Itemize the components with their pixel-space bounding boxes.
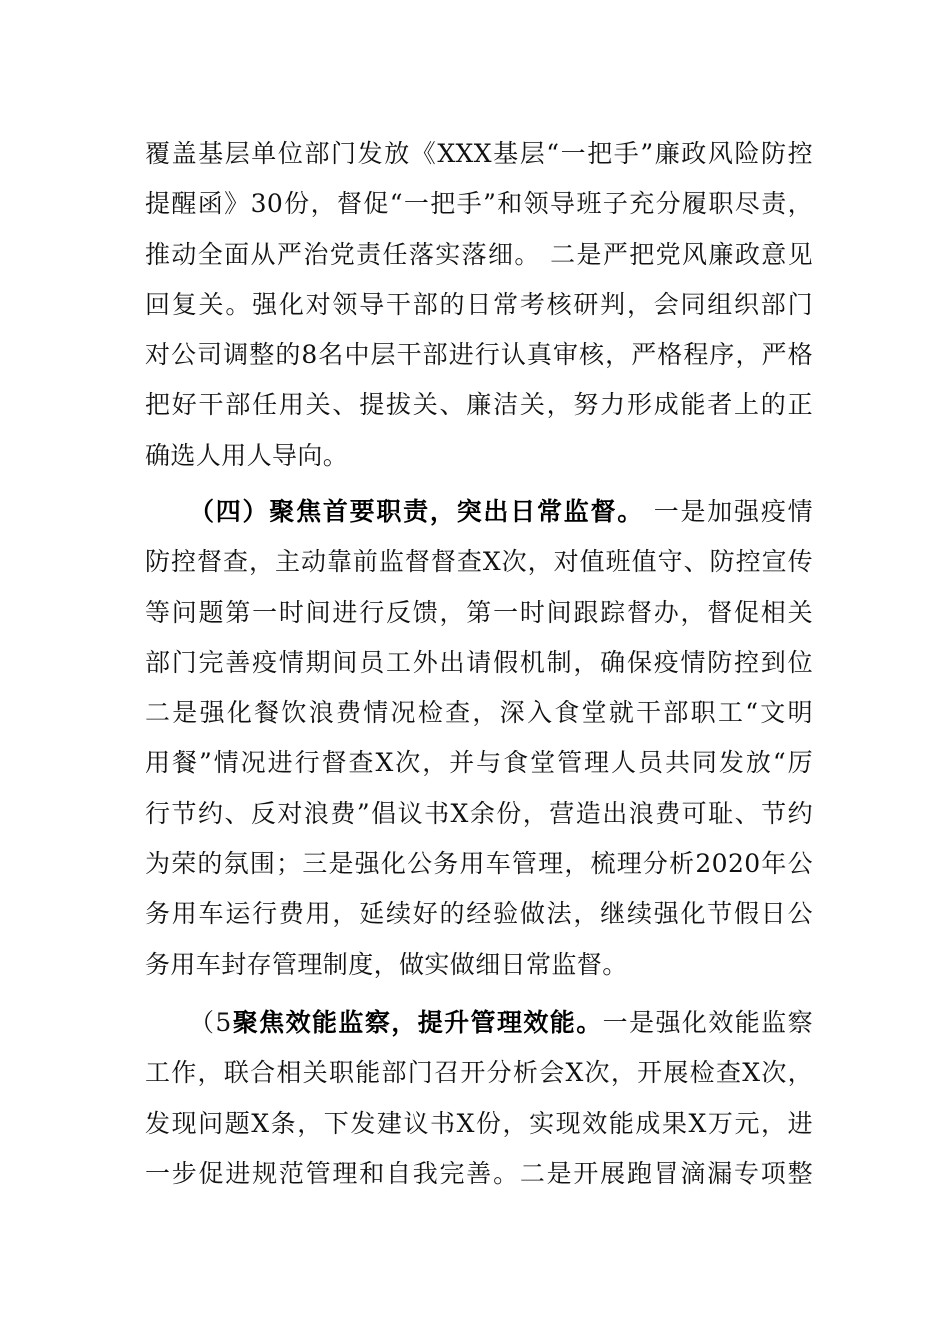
section-number-prefix: （5 <box>189 1008 232 1037</box>
text-line: 对公司调整的8名中层干部进行认真审核，严格程序，严格 <box>145 340 813 370</box>
text-line: 部门完善疫情期间员工外出请假机制，确保疫情防控到位 <box>145 647 813 677</box>
text-line: 确选人用人导向。 <box>145 440 349 470</box>
text-line: 等问题第一时间进行反馈，第一时间跟踪督办，督促相关 <box>145 597 813 627</box>
text-line: 发现问题X条，下发建议书X份，实现效能成果X万元，进 <box>145 1108 813 1138</box>
paragraph-first-line <box>145 998 813 1048</box>
text-line: 用餐”情况进行督查X次，并与食堂管理人员共同发放“厉 <box>145 748 813 778</box>
text-fragment: 一是加强疫情 <box>644 497 813 526</box>
text-line: 把好干部任用关、提拔关、廉洁关，努力形成能者上的正 <box>145 390 813 420</box>
section-heading-4: （四）聚焦首要职责，突出日常监督。 <box>189 497 645 526</box>
paragraph-accountability <box>145 129 813 481</box>
text-line: 务用车运行费用，延续好的经验做法，继续强化节假日公 <box>145 899 813 929</box>
text-fragment: 一是强化效能监察 <box>602 1008 813 1037</box>
text-line: 行节约、反对浪费”倡议书X余份，营造出浪费可耻、节约 <box>145 798 813 828</box>
text-line: 为荣的氛围；三是强化公务用车管理，梳理分析2020年公 <box>145 849 813 879</box>
text-line: 提醒函》30份，督促“一把手”和领导班子充分履职尽责， <box>145 189 813 219</box>
paragraph-first-line <box>145 487 813 537</box>
paragraph-efficiency-supervision <box>145 998 813 1199</box>
text-line: 工作，联合相关职能部门召开分析会X次，开展检查X次， <box>145 1058 813 1088</box>
text-line: 回复关。强化对领导干部的日常考核研判，会同组织部门 <box>145 289 813 319</box>
paragraph-daily-supervision <box>145 487 813 990</box>
text-line: 推动全面从严治党责任落实落细。 二是严把党风廉政意见 <box>145 239 813 269</box>
text-line: 覆盖基层单位部门发放《XXX基层“一把手”廉政风险防控 <box>145 139 813 168</box>
text-line: 务用车封存管理制度，做实做细日常监督。 <box>145 949 628 979</box>
section-heading-5: 聚焦效能监察，提升管理效能。 <box>231 1008 603 1037</box>
text-line: 防控督查，主动靠前监督督查X次，对值班值守、防控宣传 <box>145 547 813 577</box>
text-line: 一步促进规范管理和自我完善。二是开展跑冒滴漏专项整 <box>145 1158 813 1188</box>
text-line: 二是强化餐饮浪费情况检查，深入食堂就干部职工“文明 <box>145 698 813 728</box>
